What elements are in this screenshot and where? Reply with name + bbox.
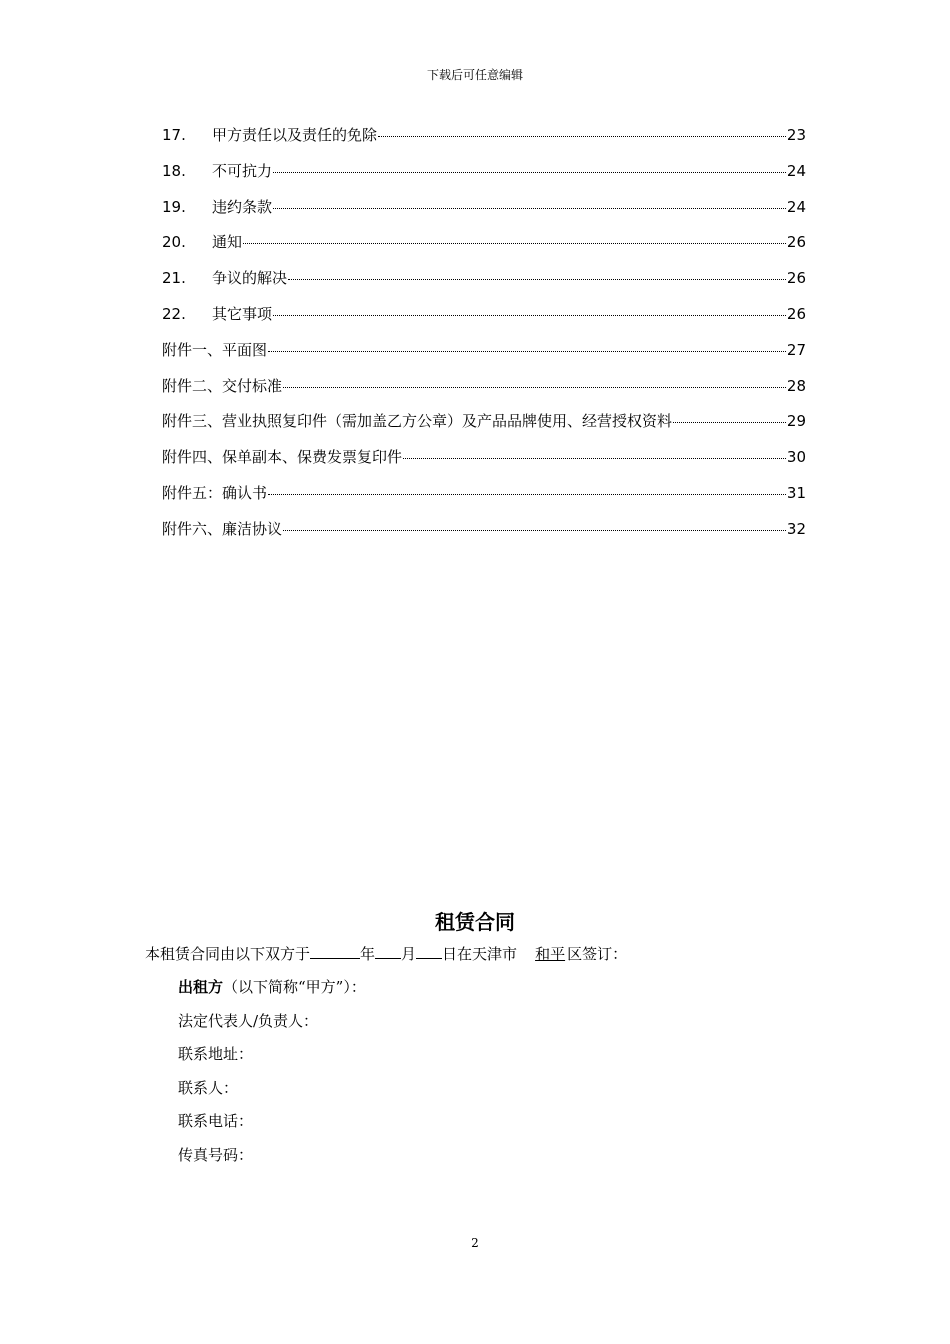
toc-number: 21.	[162, 269, 186, 288]
toc-entry[interactable]	[162, 267, 806, 303]
month-blank[interactable]	[375, 943, 401, 959]
toc-page: 24	[786, 197, 806, 216]
toc-entry[interactable]	[162, 410, 806, 446]
district-value: 和平	[535, 945, 566, 963]
toc-page: 26	[786, 269, 806, 288]
table-of-contents	[162, 124, 806, 554]
toc-entry[interactable]	[162, 160, 806, 196]
toc-leader	[378, 136, 786, 137]
toc-entry[interactable]	[162, 518, 806, 554]
header-note: 下载后可任意编辑	[426, 68, 523, 82]
lessor-label-note: （以下简称“甲方”）：	[223, 978, 366, 996]
toc-leader	[268, 494, 786, 495]
toc-entry[interactable]	[162, 196, 806, 232]
toc-number: 17.	[162, 126, 186, 144]
toc-entry[interactable]	[162, 303, 806, 339]
toc-leader	[273, 208, 786, 209]
toc-title: 通知	[212, 233, 243, 252]
contact-field: 联系人：	[178, 1078, 239, 1097]
toc-title: 其它事项	[212, 304, 273, 323]
toc-title: 附件三、营业执照复印件（需加盖乙方公章）及产品品牌使用、经营授权资料	[162, 412, 673, 431]
toc-leader	[273, 172, 786, 173]
intro-suffix: 区签订：	[567, 945, 628, 963]
toc-number: 18.	[162, 161, 186, 180]
legal-rep-field: 法定代表人/负责人：	[178, 1011, 319, 1030]
toc-number: 19.	[162, 197, 186, 216]
toc-page: 29	[786, 412, 806, 431]
toc-entry[interactable]	[162, 124, 806, 160]
phone-field: 联系电话：	[178, 1112, 254, 1130]
intro-year: 年	[360, 945, 376, 963]
toc-entry[interactable]	[162, 446, 806, 482]
lessor-info	[178, 976, 366, 1177]
lessor-heading	[178, 976, 366, 1010]
toc-title: 违约条款	[212, 197, 273, 216]
toc-entry[interactable]	[162, 482, 806, 518]
toc-page: 27	[786, 340, 806, 359]
toc-entry[interactable]	[162, 375, 806, 411]
toc-title: 附件二、交付标准	[162, 376, 283, 395]
toc-entry[interactable]	[162, 339, 806, 375]
toc-title: 甲方责任以及责任的免除	[212, 126, 378, 144]
toc-title: 争议的解决	[212, 269, 288, 288]
toc-leader	[673, 422, 786, 423]
toc-number: 22.	[162, 304, 186, 323]
intro-day-city: 日在天津市	[442, 945, 518, 963]
toc-leader	[288, 279, 786, 280]
toc-page: 23	[786, 126, 806, 144]
toc-leader	[283, 530, 786, 531]
toc-title: 附件四、保单副本、保费发票复印件	[162, 448, 403, 467]
intro-prefix: 本租赁合同由以下双方于	[145, 945, 311, 963]
toc-entry[interactable]	[162, 231, 806, 267]
toc-title: 附件五：确认书	[162, 483, 268, 502]
toc-page: 28	[786, 376, 806, 395]
year-blank[interactable]	[310, 943, 360, 959]
toc-page: 24	[786, 161, 806, 180]
toc-title: 不可抗力	[212, 161, 273, 180]
toc-page: 30	[786, 448, 806, 467]
day-blank[interactable]	[416, 943, 442, 959]
toc-page: 32	[786, 519, 806, 538]
toc-title: 附件一、平面图	[162, 340, 268, 359]
toc-title: 附件六、廉洁协议	[162, 519, 283, 538]
page-number: 2	[471, 1236, 479, 1250]
contract-intro	[145, 943, 627, 964]
toc-leader	[243, 243, 786, 244]
toc-page: 26	[786, 233, 806, 252]
toc-number: 20.	[162, 233, 186, 252]
toc-page: 31	[786, 483, 806, 502]
toc-leader	[283, 387, 786, 388]
contract-title: 租赁合同	[435, 910, 515, 934]
address-field: 联系地址：	[178, 1045, 254, 1063]
toc-leader	[273, 315, 786, 316]
intro-month: 月	[401, 945, 417, 963]
lessor-label: 出租方	[178, 978, 224, 996]
toc-leader	[403, 458, 786, 459]
fax-field: 传真号码：	[178, 1145, 254, 1164]
toc-page: 26	[786, 304, 806, 323]
toc-leader	[268, 351, 786, 352]
